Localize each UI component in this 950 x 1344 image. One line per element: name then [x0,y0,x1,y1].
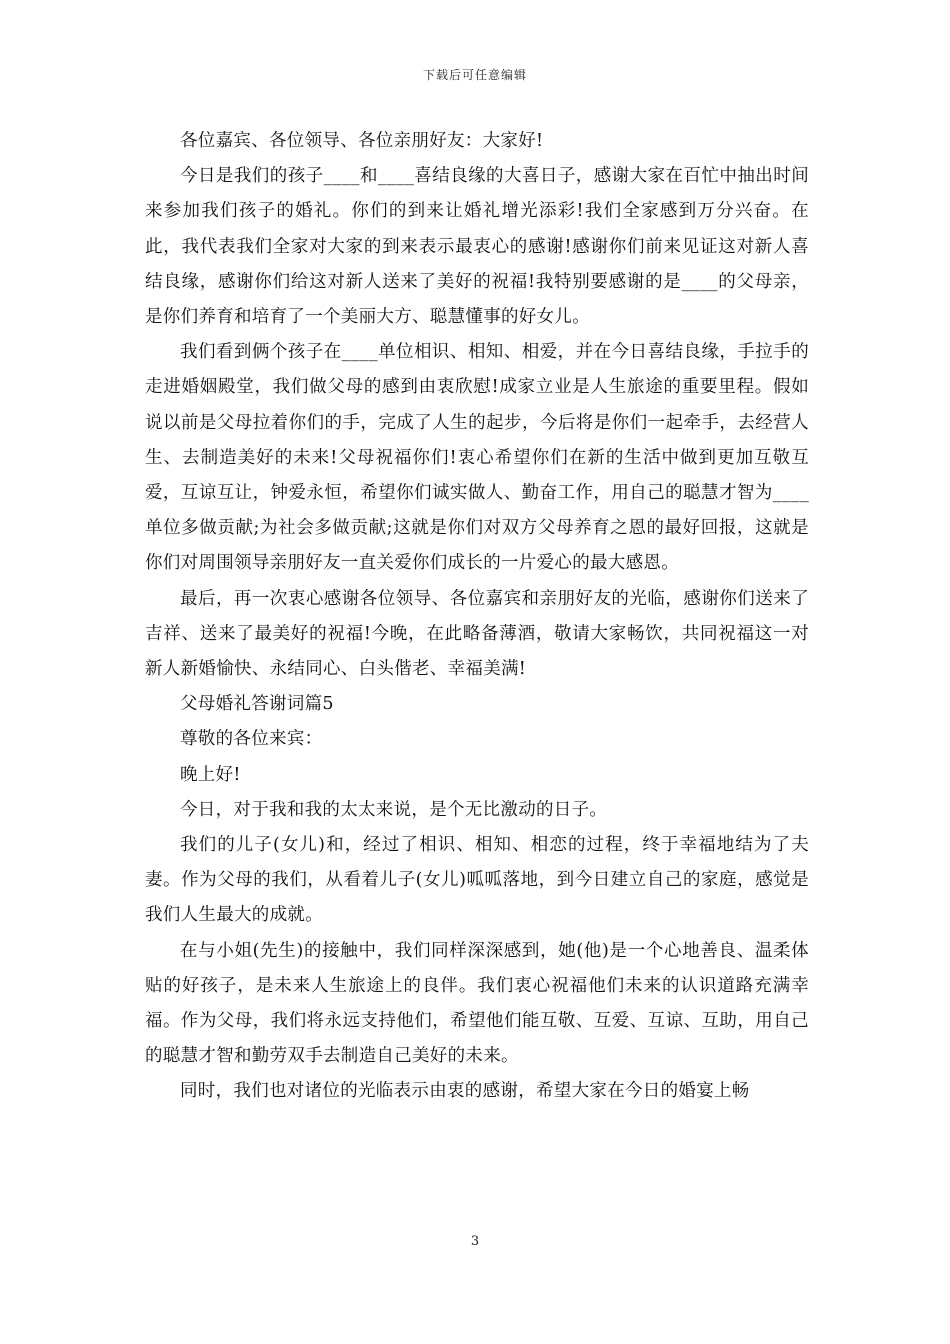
paragraph-blessing: 我们看到俩个孩子在____单位相识、相知、相爱，并在今日喜结良缘，手拉手的走进婚姻殿堂，我们做父母的感到由衷欣慰!成家立业是人生旅途的重要里程。假如说以前是父母拉着你们的手，完成了人生的起步，今后将是你们一起牵手，去经营人生、去制造美好的未来!父母祝福你们!衷心希望你们在新的生活中做到更加互敬互爱，互谅互让，钟爱永恒，希望你们诚实做人、勤奋工作，用自己的聪慧才智为____单位多做贡献;为社会多做贡献;这就是你们对双方父母养育之恩的最好回报，这就是你们对周围领导亲朋好友一直关爱你们成长的一片爱心的最大感恩。 [145,342,809,574]
paragraph-closing: 最后，再一次衷心感谢各位领导、各位嘉宾和亲朋好友的光临，感谢你们送来了吉祥、送来了最美好的祝福!今晚，在此略备薄酒，敬请大家畅饮，共同祝福这一对新人新婚愉快、永结同心、白头偕老、幸福美满! [145,588,809,680]
paragraph-gratitude: 同时，我们也对诸位的光临表示由衷的感谢，希望大家在今日的婚宴上畅 [180,1081,750,1102]
section-title: 父母婚礼答谢词篇5 [180,694,334,715]
paragraph-salutation: 尊敬的各位来宾： [180,729,323,750]
document-body [145,124,809,1110]
paragraph-today: 今日，对于我和我的太太来说，是个无比激动的日子。 [180,799,608,820]
paragraph-partner: 在与小姐(先生)的接触中，我们同样深深感到，她(他)是一个心地善良、温柔体贴的好孩子，是未来人生旅途上的良伴。我们衷心祝福他们未来的认识道路充满幸福。作为父母，我们将永远支持他们，希望他们能互敬、互爱、互谅、互助，用自己的聪慧才智和勤劳双手去制造自己美好的未来。 [145,940,809,1067]
page-header: 下载后可任意编辑 [422,68,527,82]
paragraph-thanks-intro: 今日是我们的孩子____和____喜结良缘的大喜日子，感谢大家在百忙中抽出时间来参加我们孩子的婚礼。你们的到来让婚礼增光添彩!我们全家感到万分兴奋。在此，我代表我们全家对大家的到来表示最衷心的感谢!感谢你们前来见证这对新人喜结良缘，感谢你们给这对新人送来了美好的祝福!我特别要感谢的是____的父母亲，是你们养育和培育了一个美丽大方、聪慧懂事的好女儿。 [145,166,809,328]
paragraph-greeting: 各位嘉宾、各位领导、各位亲朋好友：大家好! [180,131,544,151]
paragraph-evening-greeting: 晚上好! [180,764,241,785]
page-number: 3 [470,1234,480,1249]
paragraph-marriage: 我们的儿子(女儿)和，经过了相识、相知、相恋的过程，终于幸福地结为了夫妻。作为父母的我们，从看着儿子(女儿)呱呱落地，到今日建立自己的家庭，感觉是我们人生最大的成就。 [145,835,809,926]
